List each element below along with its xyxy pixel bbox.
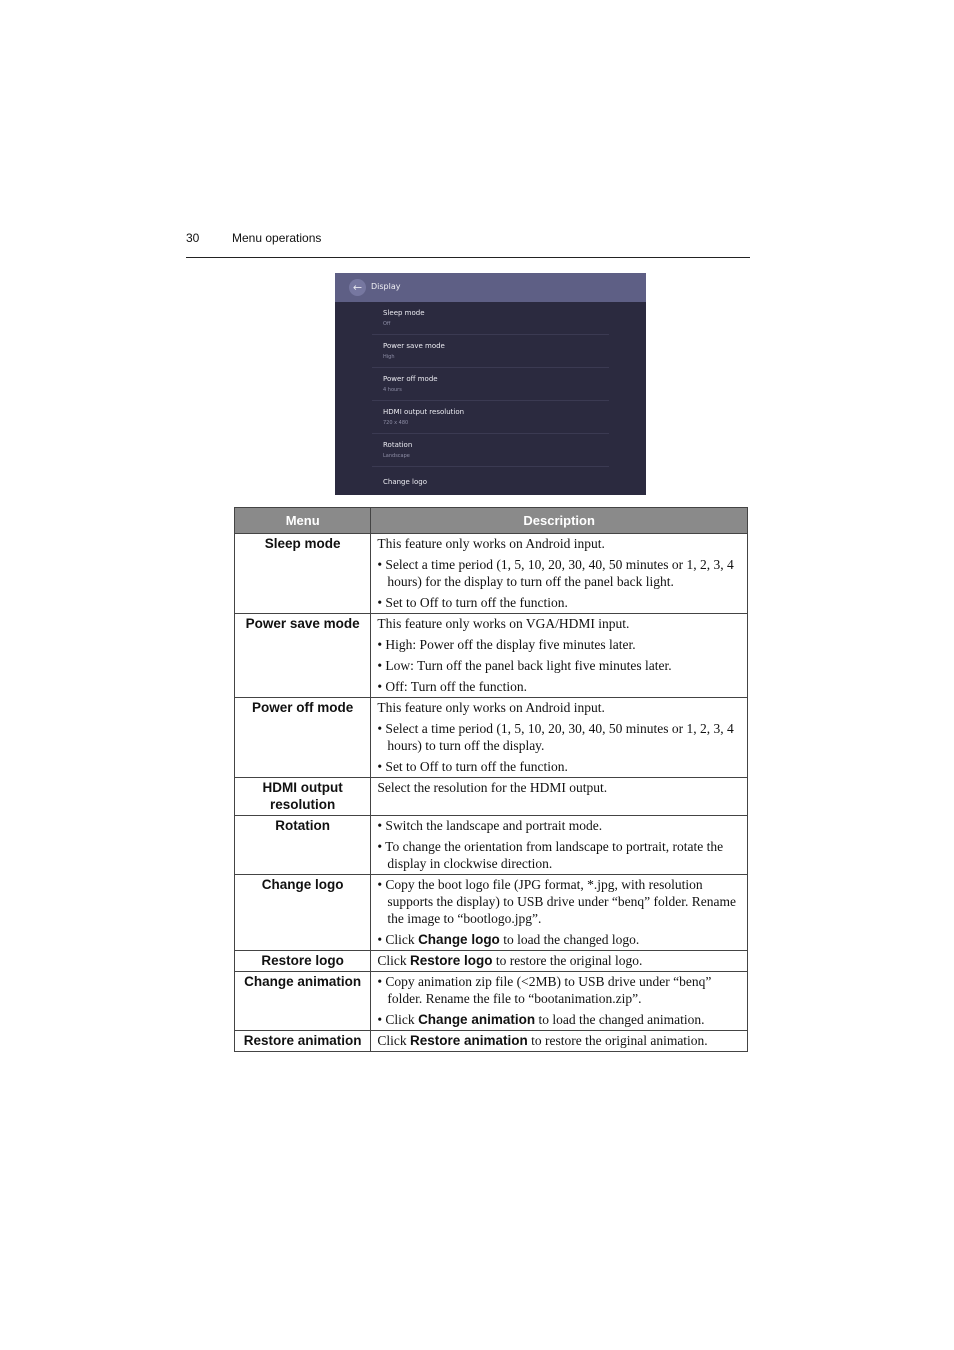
description-line: • Copy animation zip file (<2MB) to USB drive under “benq” folder. Rename the file to “bootanimation.zip”. (377, 974, 712, 1006)
menu-name: Restore animation (235, 1031, 371, 1052)
setting-label: Power save mode (383, 342, 445, 350)
display-menu-screenshot (335, 273, 646, 495)
screen-title: Display (371, 282, 401, 291)
table-row (235, 875, 748, 951)
menu-description (371, 698, 748, 778)
menu-description (371, 875, 748, 951)
description-line: • Set to Off to turn off the function. (377, 595, 568, 610)
table-row (235, 778, 748, 816)
menu-description (371, 816, 748, 875)
description-text: Click (377, 953, 410, 968)
menu-name: HDMI output resolution (235, 778, 371, 816)
description-line: This feature only works on VGA/HDMI input. (377, 616, 630, 631)
menu-description (371, 534, 748, 614)
description-text: to restore the original animation. (527, 1033, 708, 1048)
description-line: Select the resolution for the HDMI output. (377, 780, 608, 795)
menu-description (371, 778, 748, 816)
table-row (235, 972, 748, 1031)
menu-name: Sleep mode (235, 534, 371, 614)
setting-label: Sleep mode (383, 309, 425, 317)
description-line (377, 1032, 741, 1049)
setting-label: Power off mode (383, 375, 438, 383)
description-line: • Select a time period (1, 5, 10, 20, 30, 40, 50 minutes or 1, 2, 3, 4 hours) for the display to turn off the panel back light. (377, 557, 734, 589)
setting-label: Change logo (383, 478, 427, 486)
description-text: to restore the original logo. (492, 953, 643, 968)
settings-list (372, 302, 609, 495)
menu-column-header: Menu (235, 508, 371, 534)
table-row (235, 951, 748, 972)
description-line: • Switch the landscape and portrait mode. (377, 818, 603, 833)
description-line: • Low: Turn off the panel back light five minutes later. (377, 658, 672, 673)
description-text: to load the changed animation. (535, 1012, 705, 1027)
menu-description (371, 614, 748, 698)
setting-hdmi-output-resolution (372, 401, 609, 434)
description-text: • Click (377, 932, 419, 947)
description-column-header: Description (371, 508, 748, 534)
description-line: • Set to Off to turn off the function. (377, 759, 568, 774)
description-line (377, 1011, 741, 1028)
table-row (235, 1031, 748, 1052)
menu-reference: Restore logo (409, 953, 493, 968)
section-title: Menu operations (232, 231, 322, 245)
title-bar (335, 273, 646, 302)
description-text: • Click (377, 1012, 419, 1027)
description-line: • Select a time period (1, 5, 10, 20, 30, 40, 50 minutes or 1, 2, 3, 4 hours) to turn off the display. (377, 721, 734, 753)
menu-reference: Change logo (418, 932, 500, 947)
setting-power-save-mode (372, 335, 609, 368)
setting-value: 720 x 480 (383, 420, 409, 426)
menu-name: Power save mode (235, 614, 371, 698)
menu-description (371, 951, 748, 972)
menu-description (371, 1031, 748, 1052)
menu-reference: Change animation (418, 1012, 536, 1027)
menu-name: Restore logo (235, 951, 371, 972)
menu-description-table (234, 507, 748, 1052)
setting-value: Off (383, 321, 391, 327)
menu-name: Power off mode (235, 698, 371, 778)
table-body (235, 534, 748, 1052)
description-line (377, 952, 741, 969)
setting-value: High (383, 354, 395, 360)
setting-change-logo (372, 467, 609, 495)
table-row (235, 816, 748, 875)
menu-reference: Restore animation (409, 1033, 528, 1048)
menu-description (371, 972, 748, 1031)
description-line: This feature only works on Android input. (377, 700, 605, 715)
description-line: • To change the orientation from landscape to portrait, rotate the display in clockwise direction. (377, 839, 724, 871)
description-text: Click (377, 1033, 410, 1048)
back-arrow-icon: ← (349, 279, 366, 296)
description-line: • Copy the boot logo file (JPG format, *.jpg, with resolution supports the display) to USB drive under “benq” folder. Rename the image to “bootlogo.jpg”. (377, 877, 737, 926)
menu-name: Change logo (235, 875, 371, 951)
table-header-row (235, 508, 748, 534)
setting-label: Rotation (383, 441, 413, 449)
menu-name: Rotation (235, 816, 371, 875)
setting-rotation (372, 434, 609, 467)
description-line: • Off: Turn off the function. (377, 679, 528, 694)
table-row (235, 614, 748, 698)
page-number: 30 (186, 231, 200, 245)
setting-label: HDMI output resolution (383, 408, 465, 416)
setting-power-off-mode (372, 368, 609, 401)
page-header (186, 229, 750, 258)
setting-sleep-mode (372, 302, 609, 335)
table-row (235, 534, 748, 614)
menu-name: Change animation (235, 972, 371, 1031)
setting-value: Landscape (383, 453, 410, 459)
description-line: This feature only works on Android input. (377, 536, 605, 551)
setting-value: 4 hours (383, 387, 402, 393)
description-line (377, 931, 741, 948)
table-row (235, 698, 748, 778)
description-line: • High: Power off the display five minutes later. (377, 637, 636, 652)
description-text: to load the changed logo. (499, 932, 640, 947)
